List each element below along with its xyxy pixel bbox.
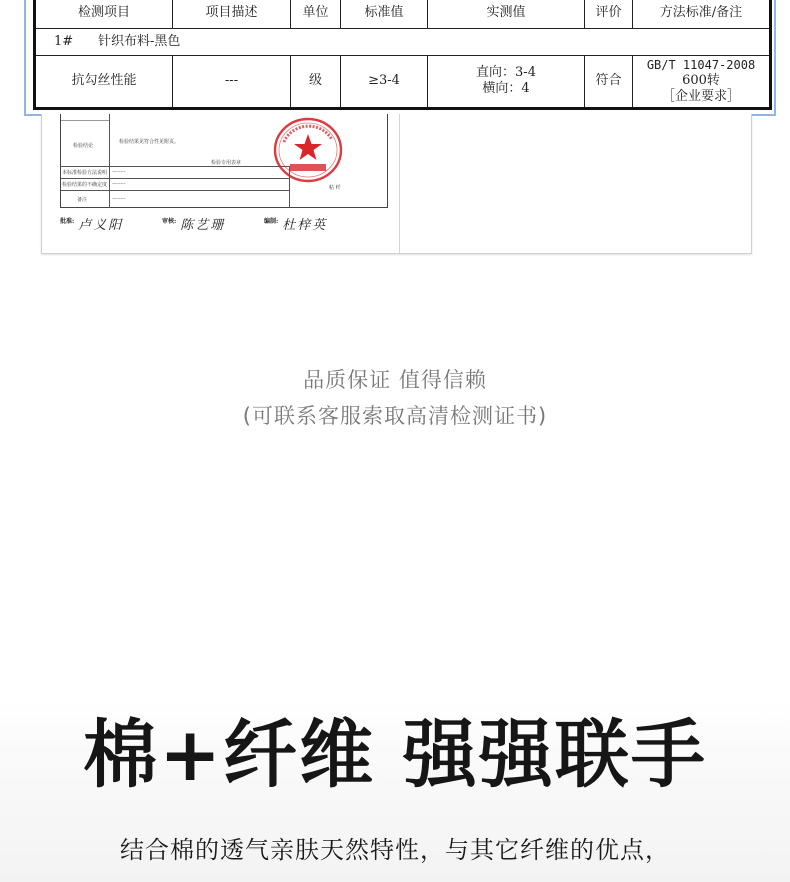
compiler-signature [264, 214, 327, 233]
header-cell: 项目描述 [173, 0, 291, 29]
header-cell: 方法标准/备注 [633, 0, 771, 29]
table-row [35, 55, 771, 109]
approver-signature [60, 214, 123, 233]
item-description-cell: --- [173, 55, 291, 109]
report-frame [24, 0, 776, 116]
remark-value: -------- [112, 196, 126, 202]
sample-description: 针织布料-黑色 [97, 33, 181, 49]
uncertainty-label: 检验结果的不确定度 [62, 182, 108, 188]
header-cell: 实测值 [428, 0, 585, 29]
certificate-scan [41, 114, 752, 254]
remark-label: 备注 [77, 197, 88, 203]
method-note-label: 本标准检验方法说明 [62, 170, 108, 176]
page-mark: 帖 纤 [329, 185, 341, 191]
table-header-row [35, 0, 771, 29]
compile-label: 编制: [264, 218, 279, 225]
method-note-value: -------- [112, 169, 126, 175]
banner-description: 结合棉的透气亲肤天然特性，与其它纤维的优点， [120, 836, 670, 864]
uncertainty-value: -------- [112, 181, 126, 187]
sample-cell [35, 29, 771, 55]
sample-number: 1# [54, 33, 74, 49]
standard-value-cell: ≥3-4 [341, 55, 428, 109]
conclusion-label: 检验结论 [73, 143, 94, 149]
approve-signature: 卢义阳 [78, 218, 124, 233]
measured-value-line: 横向：4 [482, 81, 530, 97]
conclusion-text: 检验结果见符合性见附页。 [119, 139, 180, 145]
header-cell: 单位 [291, 0, 341, 29]
inspection-seal-icon [272, 116, 344, 184]
review-signature: 陈艺珊 [180, 218, 226, 233]
sample-row [35, 29, 771, 55]
quality-title: 品质保证 值得信赖 [303, 368, 487, 392]
test-report-table [33, 0, 772, 110]
unit-cell: 级 [291, 55, 341, 109]
approve-label: 批准: [60, 218, 75, 225]
report-stamp-note: 检验专用表章 [211, 160, 242, 166]
evaluation-cell: 符合 [585, 55, 633, 109]
measured-value-line: 直向：3-4 [476, 65, 536, 80]
test-item-cell: 抗勾丝性能 [35, 55, 173, 109]
quality-subtitle: (可联系客服索取高清检测证书) [242, 404, 548, 428]
method-standard-line: GB/T 11047-2008 [646, 57, 756, 72]
method-standard-line: ［企业要求］ [661, 88, 740, 104]
compile-signature: 杜梓英 [282, 218, 328, 233]
reviewer-signature [162, 214, 225, 233]
header-cell: 检测项目 [35, 0, 173, 29]
page-divider [399, 114, 400, 253]
banner-headline: 棉+纤维 强强联手 [83, 712, 707, 798]
header-cell: 标准值 [341, 0, 428, 29]
review-label: 审核: [162, 218, 177, 225]
method-standard-line: 600转 [682, 72, 720, 88]
header-cell: 评价 [585, 0, 633, 29]
method-standard-cell [633, 55, 771, 109]
measured-value-cell [428, 55, 585, 109]
